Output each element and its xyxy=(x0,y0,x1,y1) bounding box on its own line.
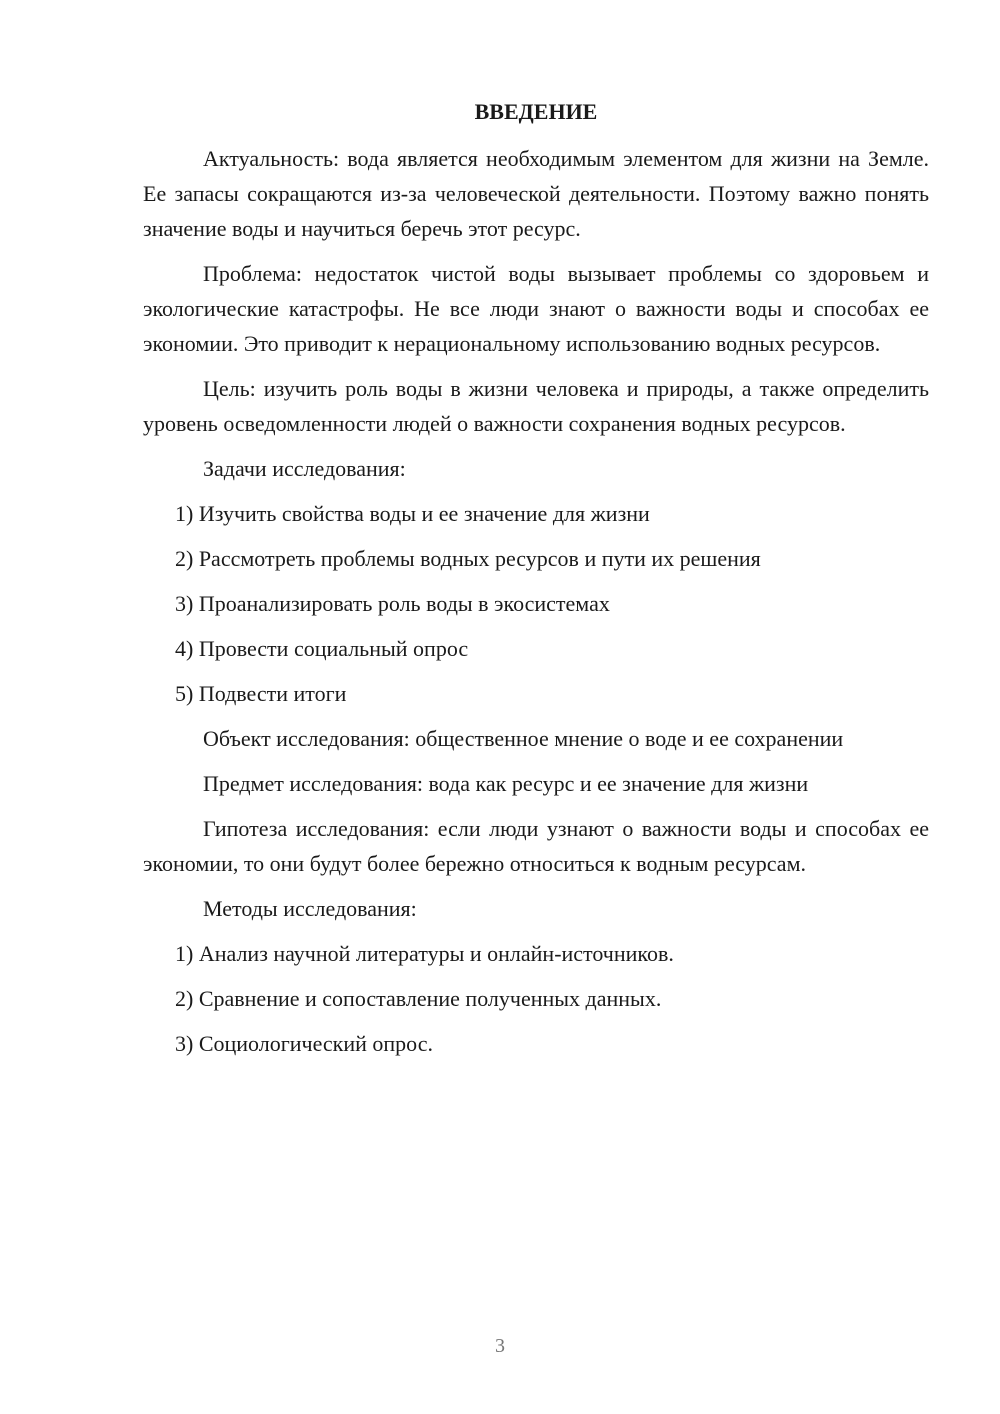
page-title: ВВЕДЕНИЕ xyxy=(474,99,598,124)
hypothesis-paragraph: Гипотеза исследования: если люди узнают о важности воды и способах ее экономии, то они будут более бережно относиться к водным ресурсам. xyxy=(143,816,929,876)
subject-paragraph: Предмет исследования: вода как ресурс и ее значение для жизни xyxy=(203,771,809,796)
relevance-paragraph: Актуальность: вода является необходимым элементом для жизни на Земле. Ее запасы сокращаются из-за человеческой деятельности. Поэтому важно понять значение воды и научиться беречь этот ресурс. xyxy=(143,146,929,241)
page-number: 3 xyxy=(495,1335,505,1357)
task-item-5: 5) Подвести итоги xyxy=(175,681,347,706)
task-item-2: 2) Рассмотреть проблемы водных ресурсов и пути их решения xyxy=(175,546,761,571)
tasks-heading: Задачи исследования: xyxy=(203,456,406,481)
task-item-3: 3) Проанализировать роль воды в экосистемах xyxy=(175,591,610,616)
object-paragraph: Объект исследования: общественное мнение о воде и ее сохранении xyxy=(203,726,844,751)
problem-paragraph: Проблема: недостаток чистой воды вызывает проблемы со здоровьем и экологические катастрофы. Не все люди знают о важности воды и способах ее экономии. Это приводит к нерациональному использованию водных ресурсов. xyxy=(143,261,929,356)
method-item-1: 1) Анализ научной литературы и онлайн-источников. xyxy=(175,941,674,966)
methods-heading: Методы исследования: xyxy=(203,896,417,921)
goal-paragraph: Цель: изучить роль воды в жизни человека и природы, а также определить уровень осведомленности людей о важности сохранения водных ресурсов. xyxy=(143,376,929,436)
task-item-4: 4) Провести социальный опрос xyxy=(175,636,469,661)
task-item-1: 1) Изучить свойства воды и ее значение для жизни xyxy=(175,501,650,526)
method-item-3: 3) Социологический опрос. xyxy=(175,1031,433,1056)
page-content xyxy=(143,94,929,1071)
method-item-2: 2) Сравнение и сопоставление полученных данных. xyxy=(175,986,662,1011)
